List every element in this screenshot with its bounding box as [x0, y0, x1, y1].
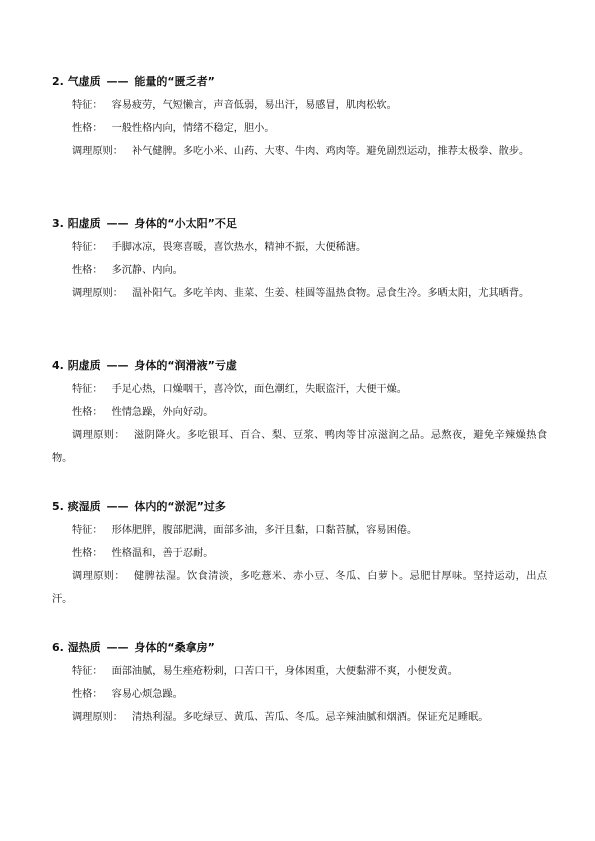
regimen-row — [52, 282, 547, 305]
section-title: 阴虚质 — [67, 359, 101, 372]
personality-text: 性格温和，善于忍耐。 — [111, 548, 214, 559]
section-number: 3. — [52, 217, 64, 230]
personality-label: 性格： — [72, 407, 103, 418]
section-number: 2. — [52, 75, 64, 88]
section-heading — [52, 359, 547, 373]
section-number: 6. — [52, 641, 64, 654]
section-title: 气虚质 — [67, 75, 101, 88]
personality-row — [52, 688, 547, 701]
regimen-text: 清热利湿。多吃绿豆、黄瓜、苦瓜、冬瓜。忌辛辣油腻和烟酒。保证充足睡眠。 — [131, 712, 489, 723]
section-heading — [52, 217, 547, 231]
regimen-row — [52, 711, 547, 724]
feature-label: 特征： — [72, 666, 103, 677]
feature-text: 手足心热，口燥咽干，喜冷饮，面色潮红，失眠盗汗，大便干燥。 — [111, 384, 407, 395]
feature-text: 面部油腻，易生痤疮粉刺，口苦口干，身体困重，大便黏滞不爽，小便发黄。 — [111, 666, 458, 677]
feature-text: 形体肥胖，腹部肥满，面部多油，多汗且黏，口黏苔腻，容易困倦。 — [111, 525, 418, 536]
regimen-text: 滋阴降火。多吃银耳、百合、梨、豆浆、鸭肉等甘凉滋润之品。忌熬夜，避免辛辣燥热食物。 — [52, 430, 548, 464]
regimen-label: 调理原则： — [72, 288, 123, 299]
section-heading — [52, 500, 547, 514]
section-yang-deficiency — [52, 217, 547, 305]
personality-row — [52, 406, 547, 419]
heading-dash: —— — [106, 217, 129, 230]
section-phlegm-dampness — [52, 500, 547, 611]
regimen-text: 温补阳气。多吃羊肉、韭菜、生姜、桂圆等温热食物。忌食生冷。多晒太阳，尤其晒背。 — [131, 288, 530, 299]
section-subtitle: 身体的“小太阳”不足 — [134, 217, 237, 230]
personality-text: 性情急躁，外向好动。 — [111, 407, 214, 418]
section-title: 湿热质 — [67, 641, 101, 654]
section-heading — [52, 641, 547, 655]
section-damp-heat — [52, 641, 547, 724]
heading-dash: —— — [106, 75, 129, 88]
feature-text: 容易疲劳，气短懒言，声音低弱，易出汗，易感冒，肌肉松软。 — [111, 100, 397, 111]
regimen-row — [52, 424, 547, 470]
heading-dash: —— — [106, 359, 129, 372]
personality-label: 性格： — [72, 265, 103, 276]
regimen-text: 补气健脾。多吃小米、山药、大枣、牛肉、鸡肉等。避免剧烈运动，推荐太极拳、散步。 — [131, 146, 530, 157]
personality-text: 多沉静、内向。 — [111, 265, 183, 276]
feature-row — [52, 383, 547, 396]
section-heading — [52, 75, 547, 89]
feature-row — [52, 241, 547, 254]
regimen-row — [52, 565, 547, 611]
feature-label: 特征： — [72, 242, 103, 253]
feature-label: 特征： — [72, 384, 103, 395]
feature-row — [52, 665, 547, 678]
section-title: 痰湿质 — [67, 500, 101, 513]
feature-text: 手脚冰凉，畏寒喜暖，喜饮热水，精神不振，大便稀溏。 — [111, 242, 367, 253]
section-subtitle: 身体的“桑拿房” — [134, 641, 215, 654]
regimen-text: 健脾祛湿。饮食清淡，多吃薏米、赤小豆、冬瓜、白萝卜。忌肥甘厚味。坚持运动，出点汗。 — [52, 571, 548, 605]
personality-row — [52, 547, 547, 560]
section-number: 4. — [52, 359, 64, 372]
personality-row — [52, 122, 547, 135]
section-number: 5. — [52, 500, 64, 513]
personality-row — [52, 264, 547, 277]
personality-text: 容易心烦急躁。 — [111, 689, 183, 700]
regimen-row — [52, 140, 547, 163]
regimen-label: 调理原则： — [72, 146, 123, 157]
section-title: 阳虚质 — [67, 217, 101, 230]
section-subtitle: 体内的“淤泥”过多 — [134, 500, 226, 513]
heading-dash: —— — [106, 500, 129, 513]
regimen-label: 调理原则： — [72, 712, 123, 723]
personality-label: 性格： — [72, 123, 103, 134]
personality-label: 性格： — [72, 689, 103, 700]
section-subtitle: 能量的“匮乏者” — [134, 75, 215, 88]
feature-row — [52, 99, 547, 112]
feature-label: 特征： — [72, 525, 103, 536]
feature-row — [52, 524, 547, 537]
personality-label: 性格： — [72, 548, 103, 559]
personality-text: 一般性格内向，情绪不稳定，胆小。 — [111, 123, 275, 134]
section-yin-deficiency — [52, 359, 547, 470]
section-subtitle: 身体的“润滑液”亏虚 — [134, 359, 237, 372]
section-qi-deficiency — [52, 75, 547, 163]
regimen-label: 调理原则： — [72, 571, 126, 582]
feature-label: 特征： — [72, 100, 103, 111]
heading-dash: —— — [106, 641, 129, 654]
regimen-label: 调理原则： — [72, 430, 126, 441]
